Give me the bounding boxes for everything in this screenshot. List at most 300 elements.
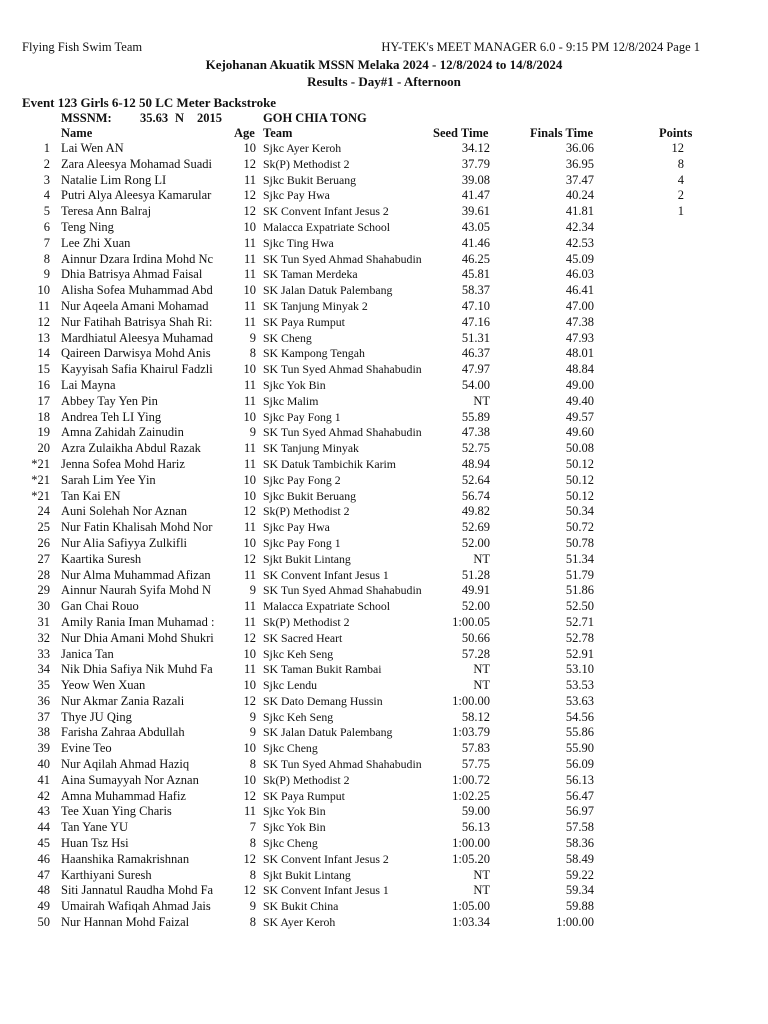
table-row xyxy=(0,741,768,757)
result-seed-time: 37.79 xyxy=(461,156,490,171)
result-place: 50 xyxy=(37,915,50,930)
result-name: Azra Zulaikha Abdul Razak xyxy=(61,441,201,456)
result-seed-time: 1:03.34 xyxy=(452,915,490,930)
result-seed-time: 1:03.79 xyxy=(452,725,490,740)
record-year: 2015 xyxy=(197,111,222,125)
results-subtitle: Results - Day#1 - Afternoon xyxy=(307,74,461,89)
result-team: Malacca Expatriate School xyxy=(263,219,391,234)
result-age: 12 xyxy=(243,188,256,203)
result-team: SK Paya Rumput xyxy=(263,788,345,803)
result-team: Sjkc Cheng xyxy=(263,836,318,851)
result-team: Sk(P) Methodist 2 xyxy=(263,614,350,629)
result-age: 11 xyxy=(243,520,256,535)
table-row xyxy=(0,362,768,378)
result-finals-time: 53.53 xyxy=(565,678,594,693)
result-name: Aina Sumayyah Nor Aznan xyxy=(61,772,199,787)
result-age: 9 xyxy=(249,583,256,598)
result-team: Sk(P) Methodist 2 xyxy=(263,504,350,519)
result-finals-time: 56.09 xyxy=(565,757,594,772)
result-seed-time: 47.16 xyxy=(461,314,490,329)
result-age: 11 xyxy=(243,393,256,408)
result-team: Sjkc Yok Bin xyxy=(263,820,326,835)
result-place: 19 xyxy=(37,425,50,440)
table-row xyxy=(0,315,768,331)
result-seed-time: 47.38 xyxy=(461,425,490,440)
result-finals-time: 47.38 xyxy=(565,314,594,329)
result-seed-time: 55.89 xyxy=(461,409,490,424)
result-team: Sjkc Pay Hwa xyxy=(263,188,330,203)
result-place: 15 xyxy=(37,362,50,377)
result-age: 11 xyxy=(243,314,256,329)
result-finals-time: 55.86 xyxy=(565,725,594,740)
result-place: 38 xyxy=(37,725,50,740)
column-header-finals-time: Finals Time xyxy=(530,126,594,140)
team-name: Flying Fish Swim Team xyxy=(22,40,143,54)
result-team: SK Datuk Tambichik Karim xyxy=(263,456,396,471)
result-seed-time: 1:00.05 xyxy=(452,614,490,629)
result-place: 30 xyxy=(37,599,50,614)
result-team: Sjkc Bukit Beruang xyxy=(263,488,357,503)
result-age: 8 xyxy=(249,836,256,851)
result-seed-time: 48.94 xyxy=(461,456,490,471)
result-seed-time: NT xyxy=(473,393,490,408)
result-team: SK Tun Syed Ahmad Shahabudin xyxy=(263,583,422,598)
result-seed-time: 1:00.00 xyxy=(452,836,490,851)
result-place: 29 xyxy=(37,583,50,598)
table-row xyxy=(0,204,768,220)
table-row xyxy=(0,252,768,268)
result-place: 34 xyxy=(37,662,50,677)
table-row xyxy=(0,725,768,741)
result-team: SK Taman Bukit Rambai xyxy=(263,662,382,677)
result-age: 10 xyxy=(243,219,256,234)
result-place: *21 xyxy=(31,456,50,471)
result-name: Siti Jannatul Raudha Mohd Fa xyxy=(61,883,214,898)
result-age: 11 xyxy=(243,456,256,471)
result-finals-time: 36.06 xyxy=(565,141,594,155)
table-row xyxy=(0,568,768,584)
result-seed-time: 52.00 xyxy=(461,599,490,614)
result-place: 36 xyxy=(37,693,50,708)
result-name: Nur Hannan Mohd Faizal xyxy=(61,915,190,930)
result-name: Sarah Lim Yee Yin xyxy=(61,472,156,487)
result-age: 10 xyxy=(243,678,256,693)
result-seed-time: 52.64 xyxy=(461,472,490,487)
result-team: Sjkc Lendu xyxy=(263,678,318,693)
result-age: 12 xyxy=(243,204,256,219)
result-place: *21 xyxy=(31,488,50,503)
table-row xyxy=(0,141,768,157)
result-name: Tan Yane YU xyxy=(61,820,129,835)
result-finals-time: 41.81 xyxy=(565,204,594,219)
result-team: Sjkc Ayer Keroh xyxy=(263,141,342,155)
result-place: 33 xyxy=(37,646,50,661)
table-row xyxy=(0,378,768,394)
table-row xyxy=(0,394,768,410)
result-place: 5 xyxy=(43,204,50,219)
table-row xyxy=(0,583,768,599)
table-row xyxy=(0,188,768,204)
table-row xyxy=(0,899,768,915)
result-finals-time: 55.90 xyxy=(565,741,594,756)
result-name: Jenna Sofea Mohd Hariz xyxy=(61,456,185,471)
result-place: 41 xyxy=(37,772,50,787)
event-title: Event 123 Girls 6-12 50 LC Meter Backstroke xyxy=(22,95,277,110)
table-row xyxy=(0,425,768,441)
table-row xyxy=(0,804,768,820)
result-place: 13 xyxy=(37,330,50,345)
result-seed-time: 46.25 xyxy=(461,251,490,266)
result-team: SK Dato Demang Hussin xyxy=(263,693,383,708)
result-name: Qaireen Darwisya Mohd Anis xyxy=(61,346,211,361)
result-points: 2 xyxy=(677,188,684,203)
record-time: 35.63 xyxy=(140,111,169,125)
result-seed-time: 1:00.00 xyxy=(452,693,490,708)
result-place: 46 xyxy=(37,851,50,866)
result-finals-time: 42.34 xyxy=(565,219,594,234)
result-team: SK Tun Syed Ahmad Shahabudin xyxy=(263,251,422,266)
result-place: 25 xyxy=(37,520,50,535)
result-team: Sjkc Pay Fong 2 xyxy=(263,472,341,487)
result-team: Sk(P) Methodist 2 xyxy=(263,156,350,171)
result-place: 4 xyxy=(43,188,50,203)
result-name: Farisha Zahraa Abdullah xyxy=(61,725,185,740)
result-age: 10 xyxy=(243,409,256,424)
result-place: 43 xyxy=(37,804,50,819)
result-points: 4 xyxy=(677,172,684,187)
result-team: SK Bukit China xyxy=(263,899,339,914)
result-age: 9 xyxy=(249,899,256,914)
result-finals-time: 53.63 xyxy=(565,693,594,708)
result-seed-time: 1:02.25 xyxy=(452,788,490,803)
result-name: Nur Aqilah Ahmad Haziq xyxy=(61,757,190,772)
result-name: Alisha Sofea Muhammad Abd xyxy=(61,283,213,298)
result-seed-time: 54.00 xyxy=(461,377,490,392)
software-meta: HY-TEK's MEET MANAGER 6.0 - 9:15 PM 12/8/2024 Page 1 xyxy=(381,40,700,54)
result-seed-time: 58.37 xyxy=(461,283,490,298)
column-header-points: Points xyxy=(659,126,693,140)
result-age: 10 xyxy=(243,772,256,787)
result-finals-time: 56.13 xyxy=(565,772,594,787)
result-finals-time: 53.10 xyxy=(565,662,594,677)
result-name: Ainnur Naurah Syifa Mohd N xyxy=(61,583,211,598)
result-team: Malacca Expatriate School xyxy=(263,599,391,614)
table-row xyxy=(0,236,768,252)
result-team: SK Tanjung Minyak 2 xyxy=(263,298,368,313)
result-team: SK Paya Rumput xyxy=(263,314,345,329)
result-finals-time: 51.79 xyxy=(565,567,594,582)
result-name: Amna Muhammad Hafiz xyxy=(61,788,186,803)
record-label: MSSNM: xyxy=(61,111,112,125)
result-points: 12 xyxy=(671,141,684,155)
result-seed-time: 46.37 xyxy=(461,346,490,361)
result-finals-time: 51.34 xyxy=(565,551,594,566)
result-team: SK Convent Infant Jesus 2 xyxy=(263,204,389,219)
result-name: Andrea Teh LI Ying xyxy=(61,409,162,424)
result-name: Natalie Lim Rong LI xyxy=(61,172,167,187)
result-team: SK Cheng xyxy=(263,330,312,345)
result-name: Kayyisah Safia Khairul Fadzli xyxy=(61,362,213,377)
result-finals-time: 49.60 xyxy=(565,425,594,440)
result-team: Sjkc Yok Bin xyxy=(263,804,326,819)
result-age: 7 xyxy=(249,820,256,835)
result-seed-time: 56.74 xyxy=(461,488,490,503)
table-row xyxy=(0,473,768,489)
result-finals-time: 52.71 xyxy=(565,614,594,629)
result-name: Gan Chai Rouo xyxy=(61,599,139,614)
result-team: Sjkc Keh Seng xyxy=(263,709,334,724)
result-place: 16 xyxy=(37,377,50,392)
result-name: Lai Wen AN xyxy=(61,141,124,155)
result-team: Sjkc Yok Bin xyxy=(263,377,326,392)
result-finals-time: 59.34 xyxy=(565,883,594,898)
result-name: Evine Teo xyxy=(61,741,112,756)
result-age: 8 xyxy=(249,915,256,930)
result-place: 20 xyxy=(37,441,50,456)
result-age: 11 xyxy=(243,662,256,677)
table-row xyxy=(0,710,768,726)
result-finals-time: 59.88 xyxy=(565,899,594,914)
result-name: Nur Alma Muhammad Afizan xyxy=(61,567,211,582)
result-team: Sjkc Malim xyxy=(263,393,319,408)
result-age: 10 xyxy=(243,283,256,298)
table-row xyxy=(0,457,768,473)
meet-title: Kejohanan Akuatik MSSN Melaka 2024 - 12/8/2024 to 14/8/2024 xyxy=(205,57,563,72)
result-name: Ainnur Dzara Irdina Mohd Nc xyxy=(61,251,214,266)
result-team: SK Jalan Datuk Palembang xyxy=(263,283,393,298)
table-row xyxy=(0,883,768,899)
result-age: 9 xyxy=(249,709,256,724)
result-name: Teresa Ann Balraj xyxy=(61,204,152,219)
result-age: 11 xyxy=(243,172,256,187)
result-team: SK Tanjung Minyak xyxy=(263,441,359,456)
result-age: 10 xyxy=(243,472,256,487)
result-finals-time: 58.36 xyxy=(565,836,594,851)
result-points: 1 xyxy=(677,204,684,219)
result-seed-time: 1:00.72 xyxy=(452,772,490,787)
result-seed-time: NT xyxy=(473,678,490,693)
table-row xyxy=(0,757,768,773)
result-name: Zara Aleesya Mohamad Suadi xyxy=(61,156,212,171)
result-seed-time: 47.10 xyxy=(461,298,490,313)
table-row xyxy=(0,331,768,347)
table-row xyxy=(0,678,768,694)
result-place: 17 xyxy=(37,393,50,408)
result-finals-time: 50.12 xyxy=(565,488,594,503)
result-name: Huan Tsz Hsi xyxy=(61,836,129,851)
result-finals-time: 50.08 xyxy=(565,441,594,456)
result-name: Karthiyani Suresh xyxy=(61,867,152,882)
table-row xyxy=(0,536,768,552)
result-place: 32 xyxy=(37,630,50,645)
result-seed-time: 49.82 xyxy=(461,504,490,519)
result-age: 11 xyxy=(243,441,256,456)
result-finals-time: 46.03 xyxy=(565,267,594,282)
result-finals-time: 47.00 xyxy=(565,298,594,313)
result-name: Mardhiatul Aleesya Muhamad xyxy=(61,330,214,345)
result-finals-time: 54.56 xyxy=(565,709,594,724)
column-header-name: Name xyxy=(61,126,93,140)
result-age: 11 xyxy=(243,377,256,392)
table-row xyxy=(0,820,768,836)
result-place: 7 xyxy=(43,235,50,250)
result-place: 35 xyxy=(37,678,50,693)
result-seed-time: 56.13 xyxy=(461,820,490,835)
result-place: 9 xyxy=(43,267,50,282)
table-row xyxy=(0,489,768,505)
result-place: 24 xyxy=(37,504,50,519)
result-finals-time: 56.97 xyxy=(565,804,594,819)
result-name: Yeow Wen Xuan xyxy=(61,678,146,693)
result-seed-time: 41.46 xyxy=(461,235,490,250)
result-name: Auni Solehah Nor Aznan xyxy=(61,504,188,519)
result-finals-time: 37.47 xyxy=(565,172,594,187)
result-name: Dhia Batrisya Ahmad Faisal xyxy=(61,267,203,282)
result-age: 8 xyxy=(249,346,256,361)
result-age: 12 xyxy=(243,693,256,708)
result-name: Nik Dhia Safiya Nik Muhd Fa xyxy=(61,662,213,677)
result-seed-time: 59.00 xyxy=(461,804,490,819)
result-age: 10 xyxy=(243,535,256,550)
result-name: Umairah Wafiqah Ahmad Jais xyxy=(61,899,211,914)
result-place: 11 xyxy=(37,298,50,313)
result-seed-time: 39.61 xyxy=(461,204,490,219)
result-team: SK Kampong Tengah xyxy=(263,346,365,361)
result-age: 11 xyxy=(243,599,256,614)
result-seed-time: NT xyxy=(473,662,490,677)
table-row xyxy=(0,694,768,710)
result-seed-time: 43.05 xyxy=(461,219,490,234)
result-seed-time: 52.69 xyxy=(461,520,490,535)
result-place: 42 xyxy=(37,788,50,803)
result-seed-time: 58.12 xyxy=(461,709,490,724)
result-seed-time: 1:05.20 xyxy=(452,851,490,866)
result-name: Kaartika Suresh xyxy=(61,551,142,566)
result-name: Thye JU Qing xyxy=(61,709,132,724)
result-seed-time: 1:05.00 xyxy=(452,899,490,914)
result-seed-time: 57.75 xyxy=(461,757,490,772)
result-finals-time: 50.12 xyxy=(565,472,594,487)
result-team: SK Sacred Heart xyxy=(263,630,343,645)
result-name: Nur Fatin Khalisah Mohd Nor xyxy=(61,520,213,535)
result-place: 3 xyxy=(43,172,50,187)
result-age: 9 xyxy=(249,425,256,440)
table-row xyxy=(0,441,768,457)
result-age: 12 xyxy=(243,851,256,866)
result-finals-time: 57.58 xyxy=(565,820,594,835)
result-name: Nur Dhia Amani Mohd Shukri xyxy=(61,630,214,645)
table-row xyxy=(0,631,768,647)
table-row xyxy=(0,267,768,283)
result-age: 11 xyxy=(243,614,256,629)
result-seed-time: 47.97 xyxy=(461,362,490,377)
table-row xyxy=(0,773,768,789)
result-finals-time: 56.47 xyxy=(565,788,594,803)
result-name: Tan Kai EN xyxy=(61,488,121,503)
result-name: Putri Alya Aleesya Kamarular xyxy=(61,188,212,203)
result-finals-time: 42.53 xyxy=(565,235,594,250)
table-row xyxy=(0,868,768,884)
table-row xyxy=(0,520,768,536)
record-n: N xyxy=(175,111,185,125)
result-team: Sjkc Ting Hwa xyxy=(263,235,334,250)
result-age: 12 xyxy=(243,788,256,803)
result-place: 8 xyxy=(43,251,50,266)
result-name: Lee Zhi Xuan xyxy=(61,235,131,250)
result-age: 8 xyxy=(249,757,256,772)
table-row xyxy=(0,615,768,631)
table-row xyxy=(0,157,768,173)
result-finals-time: 49.57 xyxy=(565,409,594,424)
result-name: Amily Rania Iman Muhamad : xyxy=(61,614,215,629)
result-seed-time: 57.83 xyxy=(461,741,490,756)
result-age: 11 xyxy=(243,235,256,250)
result-finals-time: 47.93 xyxy=(565,330,594,345)
result-finals-time: 52.78 xyxy=(565,630,594,645)
table-row xyxy=(0,346,768,362)
result-finals-time: 40.24 xyxy=(565,188,594,203)
result-name: Tee Xuan Ying Charis xyxy=(61,804,172,819)
table-row xyxy=(0,173,768,189)
table-row xyxy=(0,552,768,568)
result-age: 12 xyxy=(243,630,256,645)
result-place: 14 xyxy=(37,346,50,361)
result-place: 2 xyxy=(43,156,50,171)
result-age: 12 xyxy=(243,551,256,566)
result-seed-time: 51.31 xyxy=(461,330,490,345)
result-finals-time: 59.22 xyxy=(565,867,594,882)
result-points: 8 xyxy=(677,156,684,171)
result-place: 26 xyxy=(37,535,50,550)
result-place: 37 xyxy=(37,709,50,724)
result-finals-time: 48.84 xyxy=(565,362,594,377)
result-finals-time: 58.49 xyxy=(565,851,594,866)
result-seed-time: 57.28 xyxy=(461,646,490,661)
result-age: 9 xyxy=(249,725,256,740)
result-seed-time: 39.08 xyxy=(461,172,490,187)
result-team: Sjkc Pay Fong 1 xyxy=(263,409,341,424)
result-finals-time: 1:00.00 xyxy=(556,915,594,930)
result-finals-time: 52.50 xyxy=(565,599,594,614)
result-place: 1 xyxy=(43,141,50,155)
result-age: 10 xyxy=(243,646,256,661)
result-name: Nur Aqeela Amani Mohamad xyxy=(61,298,209,313)
table-row xyxy=(0,852,768,868)
result-place: 44 xyxy=(37,820,50,835)
result-finals-time: 48.01 xyxy=(565,346,594,361)
result-name: Amna Zahidah Zainudin xyxy=(61,425,184,440)
result-seed-time: 49.91 xyxy=(461,583,490,598)
result-name: Abbey Tay Yen Pin xyxy=(61,393,158,408)
result-name: Nur Alia Safiyya Zulkifli xyxy=(61,535,188,550)
result-seed-time: 50.66 xyxy=(461,630,490,645)
result-team: Sjkc Bukit Beruang xyxy=(263,172,357,187)
result-age: 11 xyxy=(243,267,256,282)
result-team: Sjkt Bukit Lintang xyxy=(263,551,351,566)
result-team: SK Convent Infant Jesus 1 xyxy=(263,883,389,898)
result-finals-time: 49.40 xyxy=(565,393,594,408)
result-seed-time: 34.12 xyxy=(461,141,490,155)
results-table xyxy=(0,141,768,931)
result-seed-time: 52.75 xyxy=(461,441,490,456)
result-place: 6 xyxy=(43,219,50,234)
result-seed-time: 51.28 xyxy=(461,567,490,582)
result-place: 12 xyxy=(37,314,50,329)
result-place: 45 xyxy=(37,836,50,851)
result-team: SK Convent Infant Jesus 1 xyxy=(263,567,389,582)
result-place: 28 xyxy=(37,567,50,582)
result-age: 8 xyxy=(249,867,256,882)
